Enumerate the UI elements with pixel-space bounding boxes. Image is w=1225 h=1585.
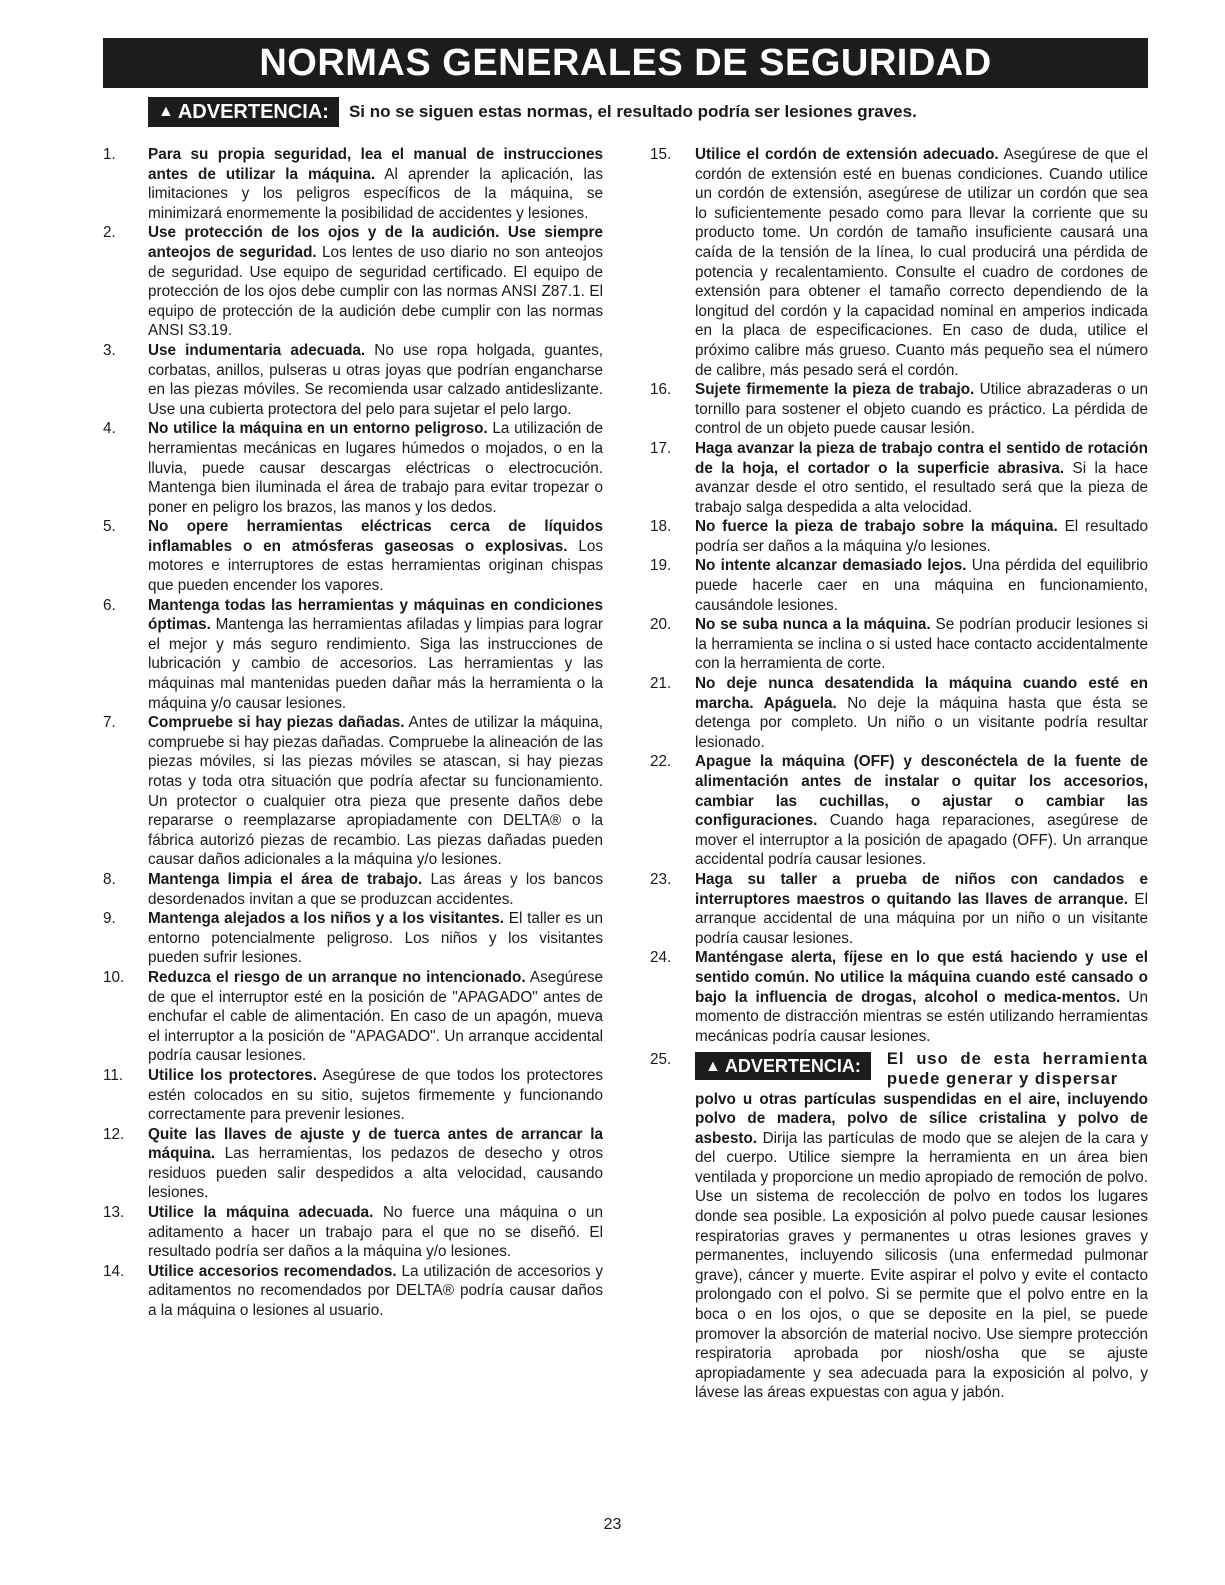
rule-text: El resultado podría ser daños a la máquina y/o lesiones.: [695, 518, 1148, 555]
rule-body: [148, 419, 603, 517]
rule-text: No fuerce una máquina o un aditamento a hacer un trabajo para el que no se diseñó. El resultado podría ser daños a la máquina y/o lesiones.: [148, 1204, 603, 1261]
rule-heading: Use protección de los ojos y de la audición. Use siempre anteojos de seguridad.: [148, 224, 603, 261]
page-title: NORMAS GENERALES DE SEGURIDAD: [103, 38, 1148, 88]
rule-heading: Mantenga todas las herramientas y máquinas en condiciones óptimas.: [148, 596, 603, 634]
rule-body: [148, 1125, 603, 1203]
rule-text: Se podrían producir lesiones si la herramienta se inclina o si usted hace contacto accidentalmente con la herramienta de corte.: [695, 616, 1148, 673]
rule-number: 19.: [650, 557, 672, 575]
rule-body: [148, 145, 603, 223]
rule-item: [103, 341, 603, 419]
rule-body: [148, 870, 603, 909]
rule-number: 20.: [650, 616, 672, 634]
rule-number: 4.: [103, 420, 116, 438]
rule-heading: No fuerce la pieza de trabajo sobre la máquina.: [695, 518, 1058, 536]
rule-number: 12.: [103, 1125, 125, 1143]
warning-badge-label: ADVERTENCIA:: [177, 100, 329, 123]
rule-item: [103, 1262, 603, 1321]
rule-heading: Mantenga alejados a los niños y a los visitantes.: [148, 910, 505, 928]
rule-item: [103, 713, 603, 870]
rule-heading: No intente alcanzar demasiado lejos.: [695, 557, 967, 575]
warning-badge: [148, 97, 339, 127]
rule-text: El taller es un entorno potencialmente peligroso. Los niños y los visitantes pueden sufrir lesiones.: [148, 910, 603, 967]
rule-number: 3.: [103, 341, 116, 359]
rule-text: Si la hace avanzar desde el otro sentido, el resultado será que la pieza de trabajo salga despedida a alta velocidad.: [695, 459, 1148, 516]
rule-text: Antes de utilizar la máquina, compruebe si hay piezas dañadas. Compruebe la alineación de las piezas móviles, si las piezas móviles se atascan, si hay piezas rotas y toda otra situación que podría afectar su funcionamiento. Un protector o cualquier otra pieza que presente daños debe repararse o reemplazarse apropiadamente con DELTA® o la fábrica autorizó piezas de recambio. Las piezas dañadas pueden causar daños adicionales a la máquina y/o lesiones.: [148, 714, 603, 869]
rule-number: 25.: [650, 1051, 672, 1069]
rule-item: [103, 909, 603, 968]
rule-number: 24.: [650, 949, 672, 967]
rule-body: [148, 517, 603, 595]
rule-number: 21.: [650, 675, 672, 693]
rule-item: [650, 380, 1148, 439]
rule-heading: No se suba nunca a la máquina.: [695, 616, 931, 634]
warning-text: Si no se siguen estas normas, el resultado podría ser lesiones graves.: [348, 102, 917, 121]
rule-body: [148, 223, 603, 341]
rule-text: Una pérdida del equilibrio puede hacerle caer en una máquina en funcionamiento, causándole lesiones.: [695, 557, 1149, 614]
page-number: 23: [603, 1516, 622, 1533]
rule-item: [103, 517, 603, 595]
warning-badge-label: ADVERTENCIA:: [724, 1055, 861, 1076]
rule-number: 8.: [103, 870, 116, 888]
rule-text: Asegúrese de que el cordón de extensión esté en buenas condiciones. Cuando utilice un cordón de extensión, asegúrese de utilizar un cordón que sea lo suficientemente pesado como para llevar la corriente que su producto tome. Un cordón de tamaño insuficiente causará una caída de la tensión de la línea, lo cual producirá una pérdida de potencia y recalentamiento. Consulte el cuadro de cordones de extensión para obtener el tamaño correcto dependiendo de la longitud del cordón y la capacidad nominal en amperios indicada en la placa de especificaciones. En caso de duda, utilice el próximo calibre más grueso. Cuanto más pequeño sea el número de calibre, más pesado será el cordón.: [695, 146, 1148, 379]
rule-number: 16.: [650, 381, 672, 399]
rule-text: Asegúrese de que todos los protectores estén colocados en su sitio, sujetos firmemente y funcionando correctamente para prevenir lesiones.: [148, 1066, 603, 1124]
rule-body: [695, 380, 1148, 439]
rule-text: El arranque accidental de una máquina por un niño o un visitante podría causar lesiones.: [695, 890, 1148, 947]
rule-item: [650, 145, 1148, 380]
rule-text: Utilice abrazaderas o un tornillo para sostener el objeto cuando es práctico. La pérdida de control de un objeto puede causar lesión.: [695, 381, 1148, 438]
rule-number: 13.: [103, 1204, 125, 1222]
rule-body: [695, 948, 1148, 1046]
rule-text: No use ropa holgada, guantes, corbatas, anillos, pulseras u otras joyas que podrían engancharse en las piezas móviles. Se recomienda usar calzado antideslizante. Use una cubierta protectora del pelo para sujetar el pelo largo.: [148, 341, 603, 418]
rule-item-25: [650, 1050, 1148, 1403]
rule-number: 10.: [103, 968, 125, 986]
rule-body: [148, 713, 603, 870]
rule-body: [148, 1066, 603, 1125]
warning-badge: [695, 1052, 871, 1080]
rule-item: [103, 968, 603, 1066]
rule-heading: Utilice la máquina adecuada.: [148, 1204, 374, 1222]
right-column: [650, 145, 1148, 1403]
rule-item: [650, 752, 1148, 870]
rule-number: 15.: [650, 146, 672, 163]
rule-item: [650, 556, 1148, 615]
warning-triangle-icon: ▲: [705, 1057, 721, 1075]
rule-number: 2.: [103, 224, 116, 242]
rule-item: [650, 870, 1148, 948]
rule-text: Las herramientas, los pedazos de desecho y otros residuos pueden salir despedidos a alta velocidad, causando lesiones.: [148, 1145, 603, 1202]
rule-item: [650, 615, 1148, 674]
rule-number: 9.: [103, 910, 116, 928]
rule-number: 7.: [103, 714, 116, 732]
rule-text: Las áreas y los bancos desordenados invitan a que se produzcan accidentes.: [148, 870, 603, 908]
rule-body: [148, 596, 603, 714]
rule-heading: Manténgase alerta, fíjese en lo que está haciendo y use el sentido común. No utilice la máquina cuando esté cansado o bajo la influencia de drogas, alcohol o medica-mentos.: [695, 949, 1148, 1006]
rule-text: Cuando haga reparaciones, asegúrese de mover el interruptor a la posición de apagado (OFF). Un arranque accidental podría causar lesiones.: [695, 812, 1148, 869]
rule-body: [695, 870, 1148, 948]
rule-body: [695, 1050, 1148, 1403]
rule-heading: No deje nunca desatendida la máquina cuando esté en marcha. Apáguela.: [695, 675, 1148, 712]
left-column: [103, 145, 603, 1321]
rule-heading: Use indumentaria adecuada.: [148, 341, 366, 359]
rule-item: [650, 517, 1148, 556]
rule-body: [695, 145, 1148, 380]
rule-text: Mantenga las herramientas afiladas y limpias para lograr el mejor y más seguro rendimiento. Siga las instrucciones de lubricación y cambio de accesorios. Las herramientas y las máquinas mal mantenidas pueden dañar más la herramienta o la máquina y/o causar lesiones.: [148, 616, 603, 712]
rule-heading: Reduzca el riesgo de un arranque no intencionado.: [148, 968, 526, 986]
rule-heading: No utilice la máquina en un entorno peligroso.: [148, 420, 488, 438]
rule-number: 6.: [103, 596, 116, 614]
rule-heading: Haga su taller a prueba de niños con candados e interruptores maestros o quitando las llaves de arranque.: [695, 870, 1148, 908]
rule-text: Dirija las partículas de modo que se alejen de la cara y del cuerpo. Utilice siempre la herramienta en un área bien ventilada y proporcione un medio apropiado de remoción de polvo. Use un sistema de recolección de polvo en todos los lugares donde sea posible. La exposición al polvo puede causar lesiones respiratorias graves y permanentes u otras lesiones graves y permanentes, incluyendo silicosis (una enfermedad pulmonar grave), cáncer y muerte. Evite aspirar el polvo y evite el contacto prolongado con el polvo. Si se permite que el polvo entre en la boca o en los ojos, o que se deposite en la piel, se puede promover la absorción de material nocivo. Use siempre protección respiratoria aprobada por niosh/osha que se ajuste apropiadamente y sea adecuada para la exposición al polvo, y lávese las áreas expuestas con agua y jabón.: [695, 1129, 1148, 1402]
rule-text: Los motores e interruptores de estas herramientas originan chispas que pueden encender los vapores.: [148, 537, 603, 595]
rule-body: [148, 1203, 603, 1262]
rule-item: [103, 419, 603, 517]
rule-item: [103, 870, 603, 909]
rule-heading: Sujete firmemente la pieza de trabajo.: [695, 381, 975, 399]
rule-body: [148, 341, 603, 419]
rule-text: Los lentes de uso diario no son anteojos de seguridad. Use equipo de seguridad certificado. El equipo de protección de los ojos debe cumplir con las normas ANSI Z87.1. El equipo de protección de la audición debe cumplir con las normas ANSI S3.19.: [148, 243, 603, 340]
rule-25-warning-row: [695, 1050, 1148, 1089]
rule-item: [650, 439, 1148, 517]
rule-body: [695, 674, 1148, 752]
rule-item: [650, 674, 1148, 752]
rule-body: [695, 517, 1148, 556]
rule-item: [650, 948, 1148, 1046]
warning-triangle-icon: ▲: [158, 103, 174, 120]
rule-number: 18.: [650, 518, 672, 536]
rule-heading-cont: polvo u otras partículas suspendidas en el aire, incluyendo polvo de madera, polvo de sílice cristalina y polvo de asbesto.: [695, 1090, 1148, 1147]
rule-body: [148, 909, 603, 968]
rule-item: [103, 145, 603, 223]
rule-body: [148, 968, 603, 1066]
rule-heading: Utilice los protectores.: [148, 1066, 317, 1084]
rule-text: No deje la máquina hasta que ésta se detenga por completo. Un niño o un visitante podría resultar lesionado.: [695, 694, 1148, 751]
rule-body: [695, 615, 1148, 674]
rule-body: [695, 752, 1148, 870]
rule-item: [103, 223, 603, 341]
rule-body: [695, 556, 1148, 615]
rule-text: Al aprender la aplicación, las limitaciones y los peligros específicos de la máquina, se minimizará enormemente la posibilidad de accidentes y lesiones.: [148, 165, 603, 222]
rule-item: [103, 1066, 603, 1125]
rule-heading: Quite las llaves de ajuste y de tuerca antes de arrancar la máquina.: [148, 1125, 603, 1163]
rule-number: 23.: [650, 870, 672, 888]
rule-text: La utilización de herramientas mecánicas en lugares húmedos o mojados, o en la lluvia, puede causar descargas eléctricas o electrocución. Mantenga bien iluminada el área de trabajo para evitar tropezar o poner en peligro los brazos, las manos y los dedos.: [148, 420, 603, 516]
rule-item: [103, 1125, 603, 1203]
rule-heading: Haga avanzar la pieza de trabajo contra el sentido de rotación de la hoja, el cortador o la superficie abrasiva.: [695, 439, 1148, 477]
rule-heading: Compruebe si hay piezas dañadas.: [148, 714, 405, 732]
rule-text: Un momento de distracción mientras se estén utilizando herramientas mecánicas podría causar lesiones.: [695, 988, 1148, 1045]
rule-body: [148, 1262, 603, 1321]
rule-heading: Mantenga limpia el área de trabajo.: [148, 870, 423, 888]
rule-heading: Para su propia seguridad, lea el manual de instrucciones antes de utilizar la máquina.: [148, 146, 603, 183]
rule-item: [103, 1203, 603, 1262]
rule-number: 1.: [103, 146, 116, 163]
rule-number: 17.: [650, 439, 672, 457]
rule-heading: No opere herramientas eléctricas cerca de líquidos inflamables o en atmósferas gaseosas o explosivas.: [148, 518, 603, 555]
rule-number: 22.: [650, 753, 672, 771]
rule-heading: El uso de esta herramienta puede generar y dispersar: [886, 1050, 1148, 1088]
rule-text: Asegúrese de que el interruptor esté en la posición de "APAGADO" antes de enchufar el cable de alimentación. En caso de un apagón, mueva el interruptor a la posición de "APAGADO". Un arranque accidental podría causar lesiones.: [148, 968, 603, 1065]
rule-number: 11.: [103, 1066, 124, 1084]
rule-heading: Utilice el cordón de extensión adecuado.: [695, 146, 999, 163]
rule-heading: Utilice accesorios recomendados.: [148, 1262, 397, 1280]
rule-item: [103, 596, 603, 714]
warning-line: [148, 97, 917, 127]
rule-number: 5.: [103, 518, 116, 536]
rule-number: 14.: [103, 1262, 125, 1280]
rule-text: La utilización de accesorios y aditamentos no recomendados por DELTA® podría causar daños a la máquina o lesiones al usuario.: [148, 1262, 603, 1320]
rule-body: [695, 439, 1148, 517]
rule-heading: Apague la máquina (OFF) y desconéctela de la fuente de alimentación antes de instalar o quitar los accesorios, cambiar las cuchillas, o ajustar o cambiar las configuraciones.: [695, 753, 1148, 830]
